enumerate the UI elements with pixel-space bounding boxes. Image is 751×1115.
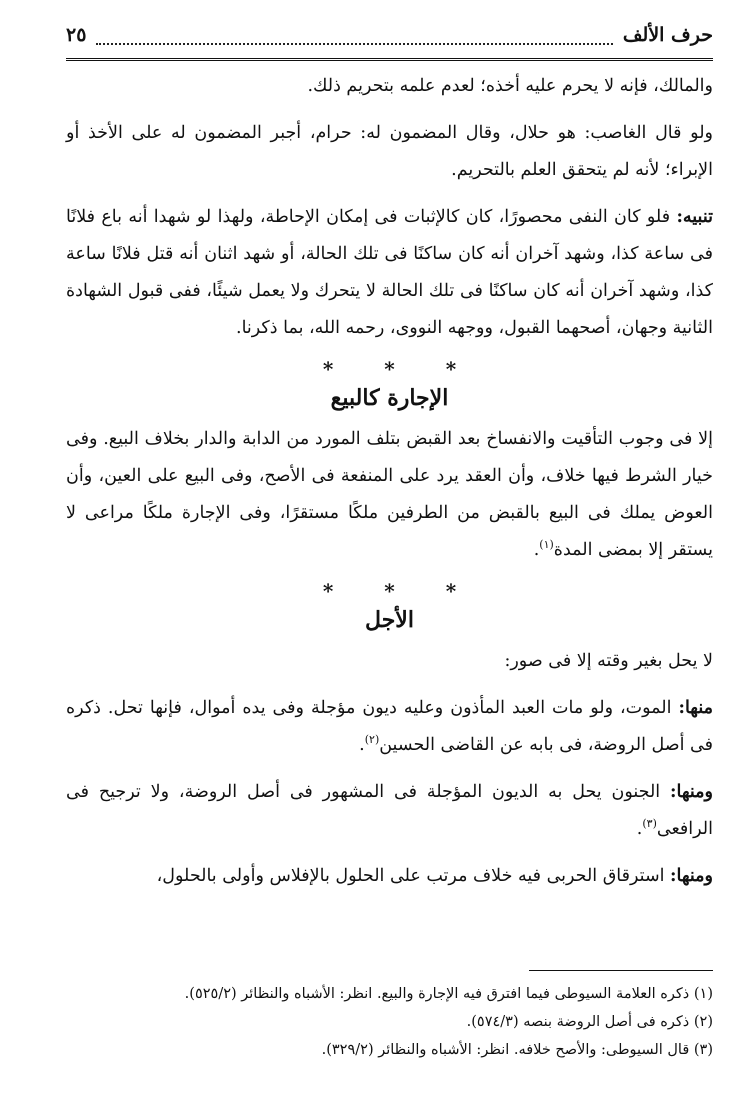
chapter-title: حرف الألف — [622, 24, 713, 46]
footnote-ref-2[interactable]: (٢) — [364, 733, 380, 747]
footnote-3: (٣) قال السيوطى: والأصح خلافه. انظر: الأشباه والنظائر (٣٢٩/٢). — [321, 1042, 713, 1058]
ijara-text: إلا فى وجوب التأقيت والانفساخ بعد القبض بتلف المورد من الدابة والدار بخلاف البيع. وفى خيار الشرط فيها خلاف، وأن العقد يرد على المنفعة فى الأصح، وفى البيع على العين، وأن العوض يملك فى البيع بالقبض من الطرفين ملكًا مستقرًا، وفى الإجارة ملكًا مراعى لا يستقر إلا بمضى المدة — [66, 429, 713, 560]
item2-lead: ومنها: — [670, 782, 713, 802]
footnote-rule — [529, 970, 713, 971]
paragraph-ghasib: ولو قال الغاصب: هو حلال، وقال المضمون له: حرام، أجبر المضمون له على الأخذ أو الإبراء؛ لأنه لم يتحقق العلم بالتحريم. — [66, 123, 713, 180]
item3-lead: ومنها: — [670, 866, 713, 886]
section-separator: * * * — [322, 357, 479, 381]
section-heading-ijara: الإجارة كالبيع — [330, 385, 449, 411]
leader-dots — [96, 25, 612, 45]
paragraph-ijara — [66, 421, 713, 569]
header-rule — [66, 58, 713, 61]
ajal-intro: لا يحل بغير وقته إلا فى صور: — [504, 651, 713, 671]
continuation-line: والمالك، فإنه لا يحرم عليه أخذه؛ لعدم علمه بتحريم ذلك. — [307, 76, 713, 96]
footnote-ref-1[interactable]: (١) — [539, 538, 554, 552]
footnote-2: (٢) ذكره فى أصل الروضة بنصه (٥٧٤/٣). — [466, 1014, 713, 1030]
item2-text: الجنون يحل به الديون المؤجلة فى المشهور فى أصل الروضة، ولا ترجيح فى الرافعى — [66, 782, 713, 839]
page-body — [66, 68, 713, 905]
section-separator-2: * * * — [322, 579, 479, 603]
running-head — [66, 18, 713, 52]
book-page — [66, 12, 713, 1115]
item1-text: الموت، ولو مات العبد المأذون وعليه ديون مؤجلة وفى يده أموال، فإنها تحل. ذكره فى أصل الروضة، فى بابه عن القاضى الحسين — [66, 698, 713, 755]
tanbih-text: فلو كان النفى محصورًا، كان كالإثبات فى إمكان الإحاطة، ولهذا لو شهدا أنه باع فلانًا فى ساعة كذا، وشهد آخران أنه كان ساكنًا فى تلك الحالة، أو شهد اثنان أنه قتل فلانًا ساعة كذا، وشهد آخران أنه كان ساكنًا فى تلك الحالة لا يتحرك ولا يعمل شيئًا، ففى قبول الشهادة الثانية وجهان، أصحهما القبول، ووجهه النووى، رحمه الله، بما ذكرنا. — [66, 207, 713, 338]
section-heading-ajal: الأجل — [365, 607, 414, 633]
footnotes — [66, 980, 713, 1064]
item3-text: استرقاق الحربى فيه خلاف مرتب على الحلول بالإفلاس وأولى بالحلول، — [156, 866, 671, 886]
item1-lead: منها: — [678, 698, 713, 718]
ajal-item-2: ومنها: الجنون يحل به الديون المؤجلة فى المشهور فى أصل الروضة، ولا ترجيح فى الرافعى$^{(٣)}$. — [66, 782, 713, 839]
ajal-item-3 — [66, 858, 713, 895]
tanbih-lead: تنبيه: — [676, 207, 713, 227]
page-number: ٢٥ — [66, 24, 87, 46]
footnote-1: (١) ذكره العلامة السيوطى فيما افترق فيه الإجارة والبيع. انظر: الأشباه والنظائر (٥٢٥/٢). — [184, 986, 713, 1002]
footnote-ref-3[interactable]: (٣) — [642, 817, 657, 831]
ijara-end: . — [533, 540, 540, 560]
paragraph-tanbih — [66, 199, 713, 347]
ajal-item-1: منها: الموت، ولو مات العبد المأذون وعليه ديون مؤجلة وفى يده أموال، فإنها تحل. ذكره فى أصل الروضة، فى بابه عن القاضى الحسين$^{(٢)}$. — [66, 698, 713, 755]
